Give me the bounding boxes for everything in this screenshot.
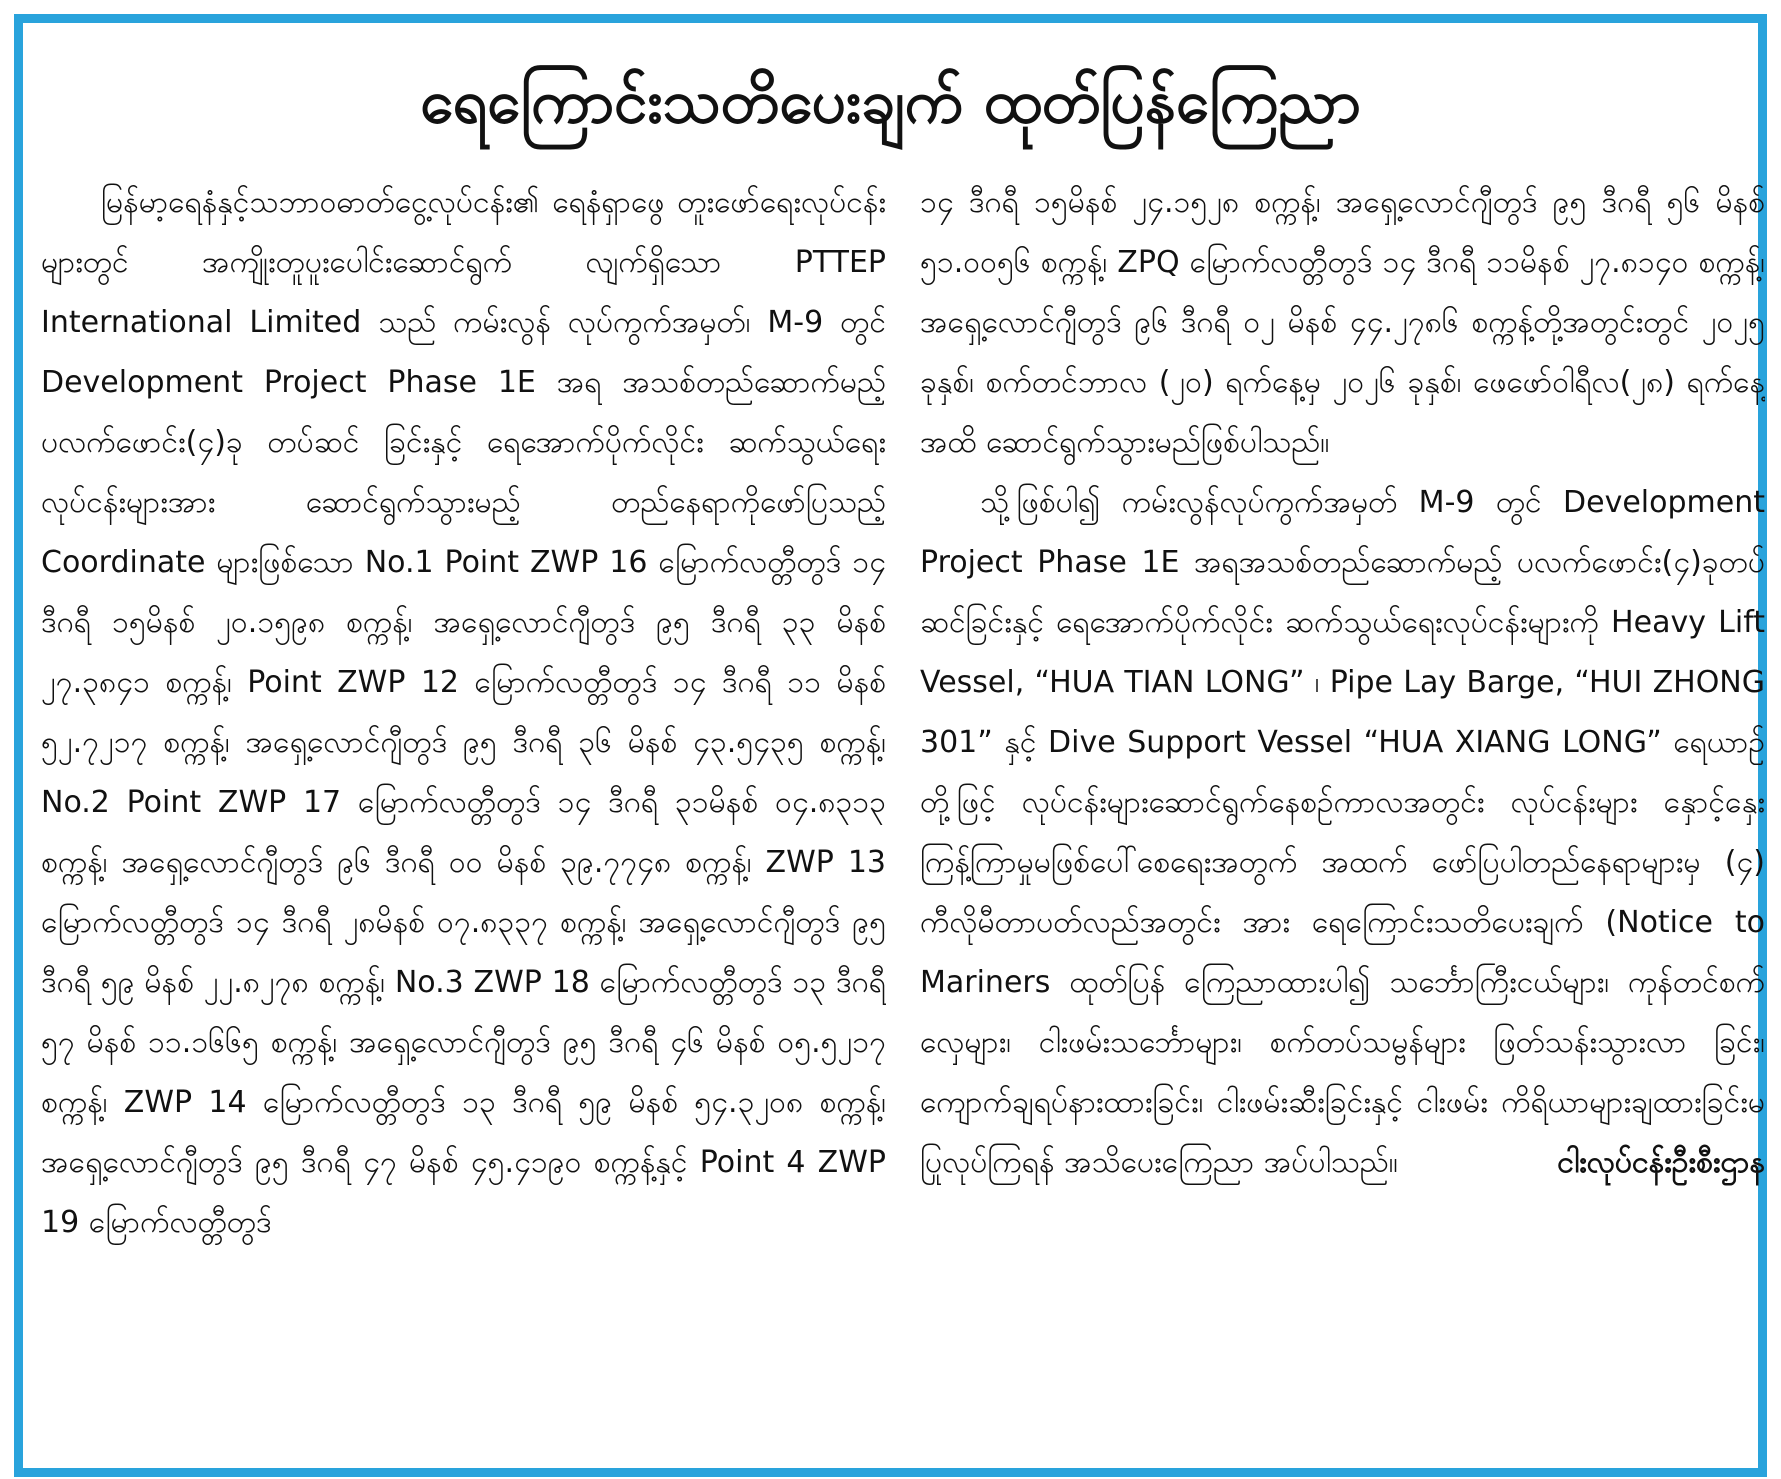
issuer-signature: ငါးလုပ်ငန်းဦးစီးဌာန [1557,1145,1765,1180]
right-paragraph-2: သို့ဖြစ်ပါ၍ ကမ်းလွန်လုပ်ကွက်အမှတ် M-9 တွင် Development Project Phase 1E အရအသစ်တည်ဆောက်မည့် ပလက်ဖောင်း(၄)ခုတပ်ဆင်ခြင်းနှင့် ရေအောက်ပိုက်လိုင်း ဆက်သွယ်ရေးလုပ်ငန်းများကို Heavy Lift Vessel, “HUA TIAN LONG” ၊ Pipe Lay Barge, “HUI ZHONG 301” နှင့် Dive Support Vessel “HUA XIANG LONG” ရေယာဉ်တို့ဖြင့် လုပ်ငန်းများဆောင်ရွက်နေစဉ်ကာလအတွင်း လုပ်ငန်းများ နှောင့်နှေးကြန့်ကြာမှုမဖြစ်ပေါ်စေရေးအတွက် အထက် ဖော်ပြပါတည်နေရာများမှ (၄) ကီလိုမီတာပတ်လည်အတွင်း အား ရေကြောင်းသတိပေးချက် (Notice to Mariners ထုတ်ပြန် ကြေညာထားပါ၍ သင်္ဘောကြီးငယ်များ၊ ကုန်တင်စက်လှေများ၊ ငါးဖမ်းသင်္ဘောများ၊ စက်တပ်သမ္ဗန်များ ဖြတ်သန်းသွားလာ ခြင်း၊ ကျောက်ချရပ်နားထားခြင်း၊ ငါးဖမ်းဆီးခြင်းနှင့် ငါးဖမ်း ကိရိယာများချထားခြင်းမပြုလုပ်ကြရန် အသိပေးကြေညာ အပ်ပါသည်။ [920,485,1765,1180]
right-paragraph-1: ၁၄ ဒီဂရီ ၁၅မိနစ် ၂၄.၁၅၂၈ စက္ကန့်၊ အရှေ့လောင်ဂျီတွဒ် ၉၅ ဒီဂရီ ၅၆ မိနစ် ၅၁.၀၀၅၆ စက္ကန့်၊ ZPQ မြောက်လတ္တီတွဒ် ၁၄ ဒီဂရီ ၁၁မိနစ် ၂၇.၈၁၄၀ စက္ကန့်၊ အရှေ့လောင်ဂျီတွဒ် ၉၆ ဒီဂရီ ၀၂ မိနစ် ၄၄.၂၇၈၆ စက္ကန့်တို့အတွင်းတွင် ၂၀၂၅ ခုနှစ်၊ စက်တင်ဘာလ (၂၀) ရက်နေ့မှ ၂၀၂၆ ခုနှစ်၊ ဖေဖော်ဝါရီလ(၂၈) ရက်နေ့အထိ ဆောင်ရွက်သွားမည်ဖြစ်ပါသည်။ [920,185,1765,460]
notice-title: ရေကြောင်းသတိပေးချက် ထုတ်ပြန်ကြေညာ [419,67,1362,137]
notice-frame [14,14,1767,1477]
right-column [920,173,1765,1443]
left-paragraph: မြန်မာ့ရေနံနှင့်သဘာဝဓာတ်ငွေ့လုပ်ငန်း၏ ရေနံရှာဖွေ တူးဖော်ရေးလုပ်ငန်းများတွင် အကျိုးတူပူးပေါင်းဆောင်ရွက် လျက်ရှိသော PTTEP International Limited သည် ကမ်းလွန် လုပ်ကွက်အမှတ်၊ M-9 တွင် Development Project Phase 1E အရ အသစ်တည်ဆောက်မည့် ပလက်ဖောင်း(၄)ခု တပ်ဆင် ခြင်းနှင့် ရေအောက်ပိုက်လိုင်း ဆက်သွယ်ရေးလုပ်ငန်းများအား ဆောင်ရွက်သွားမည့် တည်နေရာကိုဖော်ပြသည့် Coordinate များဖြစ်သော No.1 Point ZWP 16 မြောက်လတ္တီတွဒ် ၁၄ ဒီဂရီ ၁၅မိနစ် ၂၀.၁၅၉၈ စက္ကန့်၊ အရှေ့လောင်ဂျီတွဒ် ၉၅ ဒီဂရီ ၃၃ မိနစ် ၂၇.၃၈၄၁ စက္ကန့်၊ Point ZWP 12 မြောက်လတ္တီတွဒ် ၁၄ ဒီဂရီ ၁၁ မိနစ် ၅၂.၇၂၁၇ စက္ကန့်၊ အရှေ့လောင်ဂျီတွဒ် ၉၅ ဒီဂရီ ၃၆ မိနစ် ၄၃.၅၄၃၅ စက္ကန့်၊ No.2 Point ZWP 17 မြောက်လတ္တီတွဒ် ၁၄ ဒီဂရီ ၃၁မိနစ် ၀၄.၈၃၁၃ စက္ကန့်၊ အရှေ့လောင်ဂျီတွဒ် ၉၆ ဒီဂရီ ၀၀ မိနစ် ၃၉.၇၇၄၈ စက္ကန့်၊ ZWP 13 မြောက်လတ္တီတွဒ် ၁၄ ဒီဂရီ ၂၈မိနစ် ၀၇.၈၃၃၇ စက္ကန့်၊ အရှေ့လောင်ဂျီတွဒ် ၉၅ ဒီဂရီ ၅၉ မိနစ် ၂၂.၈၂၇၈ စက္ကန့်၊ No.3 ZWP 18 မြောက်လတ္တီတွဒ် ၁၃ ဒီဂရီ ၅၇ မိနစ် ၁၁.၁၆၆၅ စက္ကန့်၊ အရှေ့လောင်ဂျီတွဒ် ၉၅ ဒီဂရီ ၄၆ မိနစ် ၀၅.၅၂၁၇ စက္ကန့်၊ ZWP 14 မြောက်လတ္တီတွဒ် ၁၃ ဒီဂရီ ၅၉ မိနစ် ၅၄.၃၂၀၈ စက္ကန့်၊ အရှေ့လောင်ဂျီတွဒ် ၉၅ ဒီဂရီ ၄၇ မိနစ် ၄၅.၄၁၉၀ စက္ကန့်နှင့် Point 4 ZWP 19 မြောက်လတ္တီတွဒ် [41,185,886,1240]
left-column [41,173,886,1443]
